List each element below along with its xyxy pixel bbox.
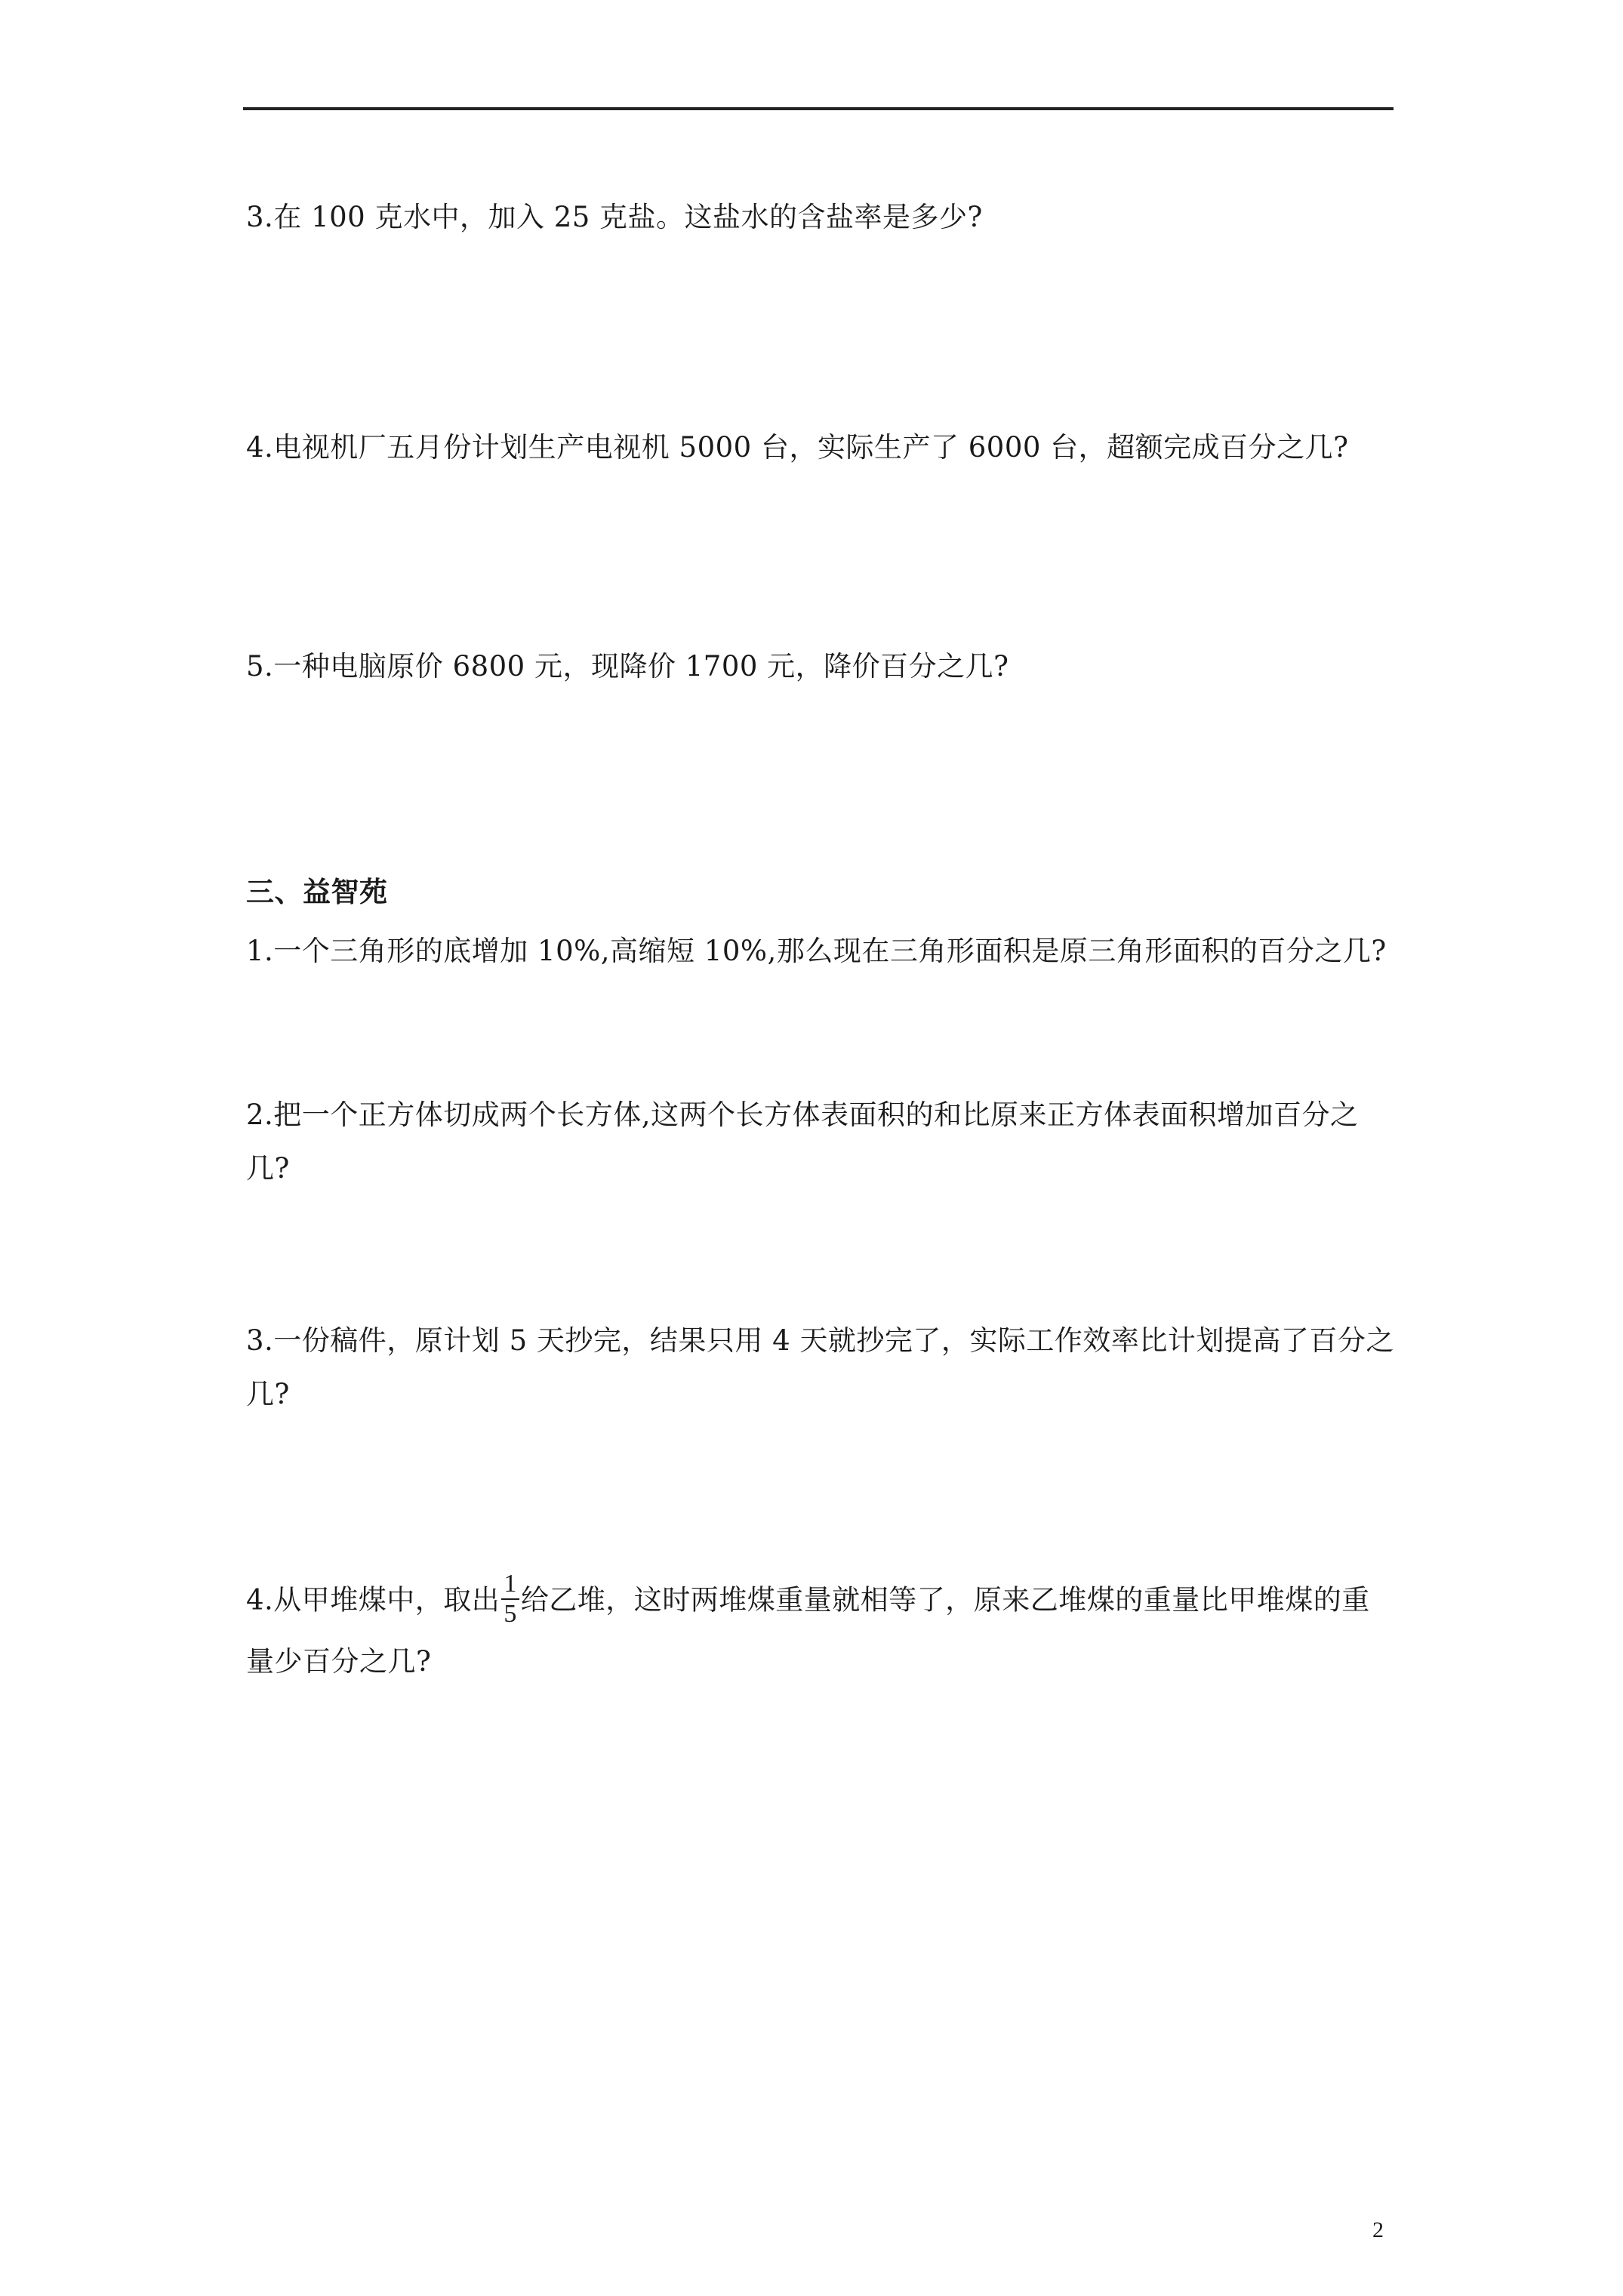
fraction-numerator: 1	[501, 1570, 519, 1600]
question-3-3-line-2: 几?	[246, 1378, 290, 1410]
header-rule	[243, 107, 1394, 110]
question-2-5: 5.一种电脑原价 6800 元，现降价 1700 元，降价百分之几?	[246, 650, 1009, 683]
question-3-4-suffix: 给乙堆，这时两堆煤重量就相等了，原来乙堆煤的重量比甲堆煤的重	[520, 1583, 1370, 1616]
question-3-4-line-1	[246, 1570, 1370, 1632]
question-3-4-prefix: 4.从甲堆煤中，取出	[246, 1583, 500, 1616]
question-3-1: 1.一个三角形的底增加 10%,高缩短 10%,那么现在三角形面积是原三角形面积的百分之几?	[246, 935, 1387, 967]
question-3-4-line-2: 量少百分之几?	[246, 1645, 432, 1678]
question-3-2-line-1: 2.把一个正方体切成两个长方体,这两个长方体表面积的和比原来正方体表面积增加百分之	[246, 1099, 1359, 1131]
fraction-denominator: 5	[504, 1600, 517, 1628]
question-3-3-line-1: 3.一份稿件，原计划 5 天抄完，结果只用 4 天就抄完了，实际工作效率比计划提高了百分之	[246, 1324, 1394, 1357]
section-3-heading: 三、益智苑	[246, 875, 388, 908]
question-3-2-line-2: 几?	[246, 1152, 290, 1185]
fraction-one-fifth	[501, 1570, 519, 1629]
question-2-3: 3.在 100 克水中，加入 25 克盐。这盐水的含盐率是多少?	[246, 201, 983, 233]
page-number: 2	[1372, 2217, 1384, 2242]
question-2-4: 4.电视机厂五月份计划生产电视机 5000 台，实际生产了 6000 台，超额完成百分之几?	[246, 431, 1349, 464]
